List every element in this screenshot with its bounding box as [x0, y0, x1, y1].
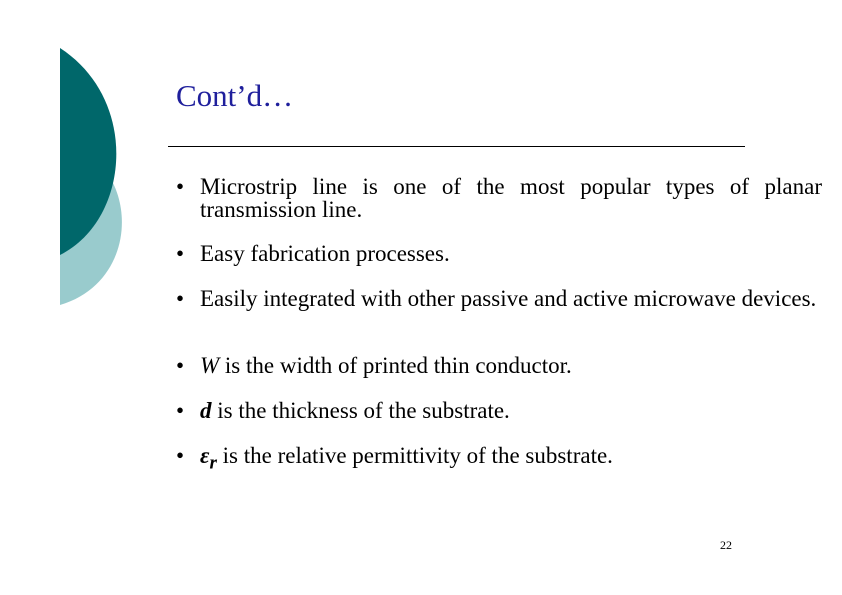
bullet-item-3 [176, 287, 822, 310]
permittivity-symbol: ε [200, 443, 210, 468]
bullet-text: Easy fabrication processes. [200, 241, 450, 266]
bullet-glyph: • [176, 398, 185, 423]
bullet-item-4 [176, 354, 822, 377]
bullet-text [200, 444, 822, 475]
bullet-text-body: is the thickness of the substrate. [211, 398, 510, 423]
bullet-glyph: • [176, 353, 185, 378]
slide-title: Cont’d… [176, 78, 294, 113]
bullet-item-2 [176, 242, 822, 265]
bullet-glyph: • [176, 286, 185, 311]
bullet-text [200, 354, 822, 377]
bullet-glyph: • [176, 174, 185, 199]
bullet-text-body: is the width of printed thin conductor. [219, 353, 572, 378]
title-underline [168, 146, 745, 147]
bullet-text-body: is the relative permittivity of the substrate. [216, 443, 613, 468]
bullet-text: Microstrip line is one of the most popular types of planar transmission line. [200, 174, 822, 222]
permittivity-subscript: r [209, 452, 217, 474]
page-number: 22 [720, 538, 732, 552]
bullet-item-5 [176, 399, 822, 422]
bullet-text: Easily integrated with other passive and active microwave devices. [200, 286, 817, 311]
width-symbol: W [200, 353, 220, 378]
bullet-item-1 [176, 175, 822, 221]
bullet-text [200, 399, 822, 422]
bullet-glyph: • [176, 443, 185, 468]
bullet-item-6 [176, 444, 822, 475]
bullet-glyph: • [176, 241, 185, 266]
thickness-symbol: d [200, 398, 212, 423]
